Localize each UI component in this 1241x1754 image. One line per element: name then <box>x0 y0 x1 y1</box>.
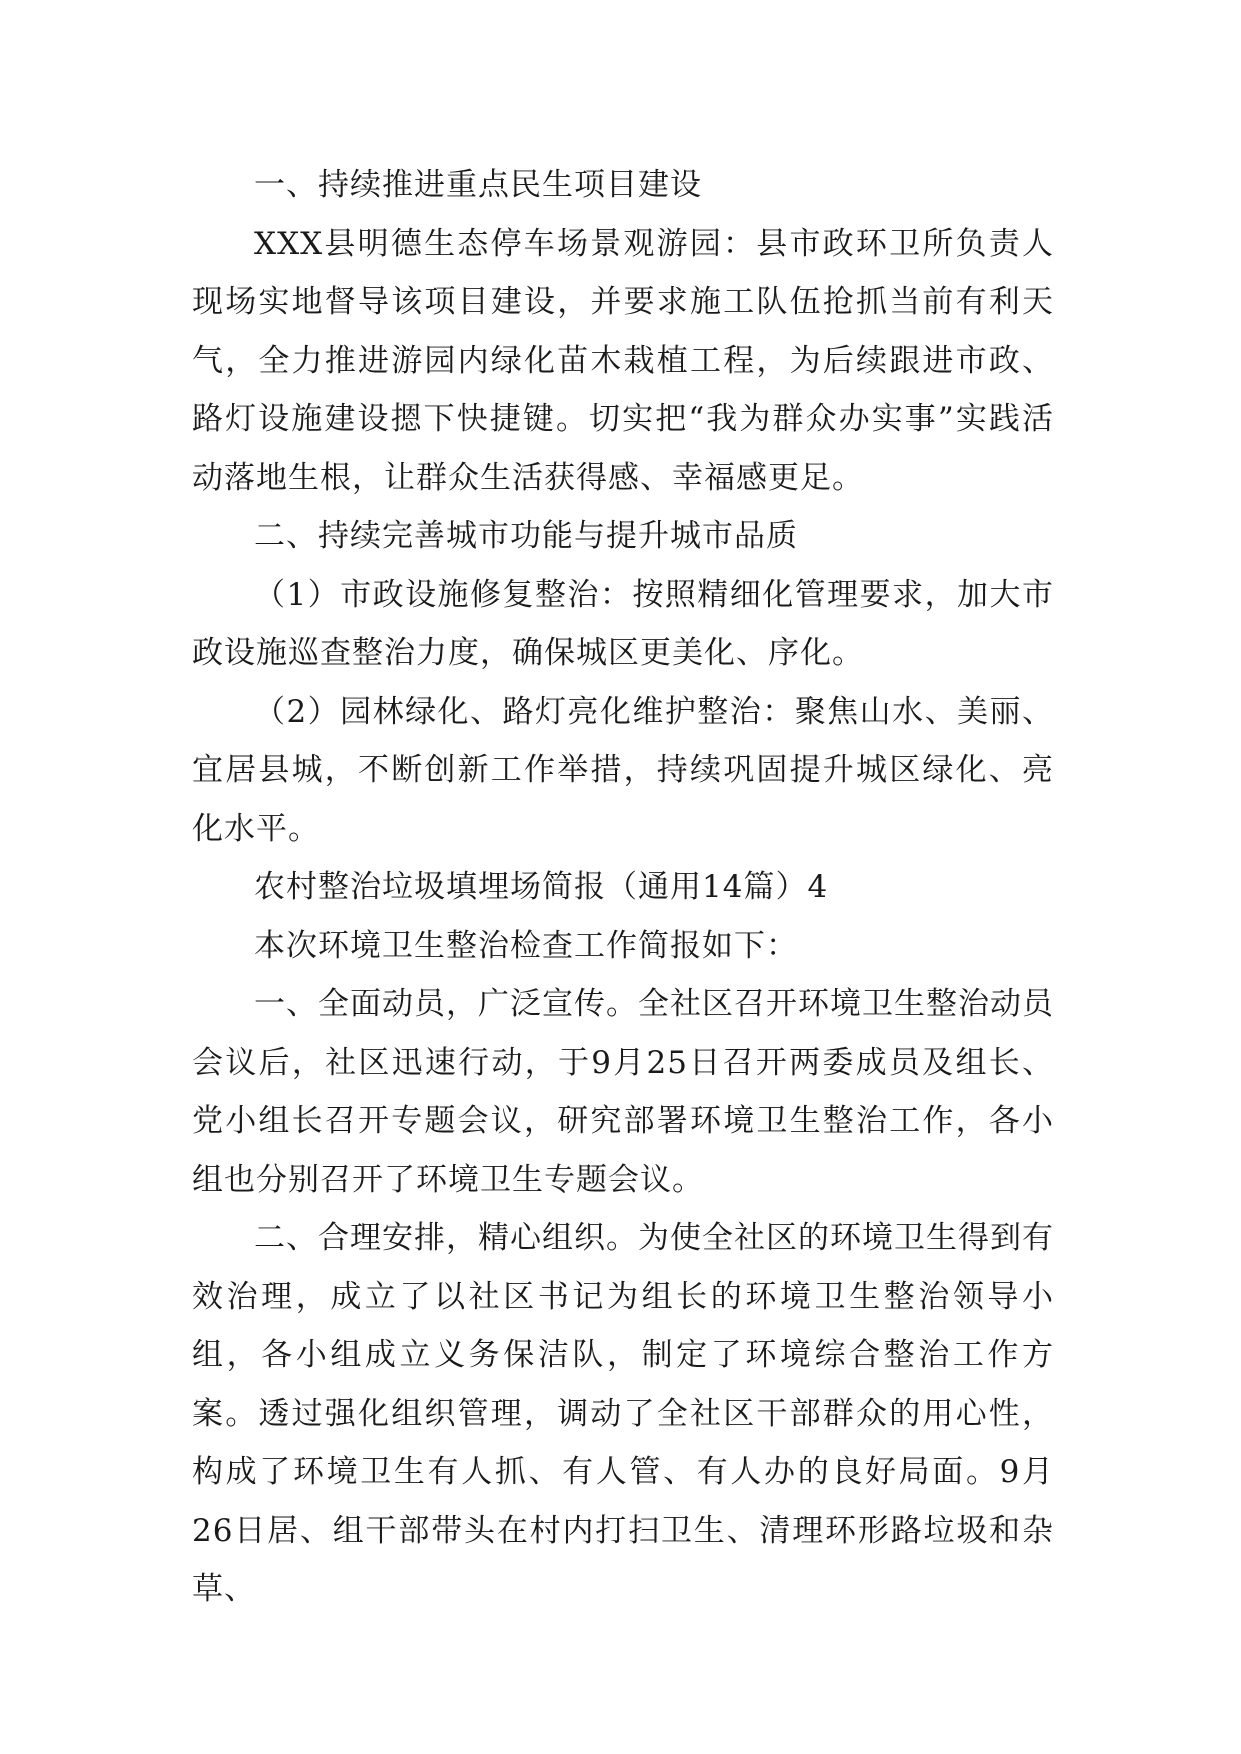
paragraph-organization: 二、合理安排，精心组织。为使全社区的环境卫生得到有效治理，成立了以社区书记为组长的环境卫生整治领导小组，各小组成立义务保洁队，制定了环境综合整治工作方案。透过强化组织管理，调动了全社区干部群众的用心性，构成了环境卫生有人抓、有人管、有人办的良好局面。9月26日居、组干部带头在村内打扫卫生、清理环形路垃圾和杂草、 <box>192 1220 1054 1607</box>
article-title: 农村整治垃圾填埋场简报（通用14篇）4 <box>254 869 829 905</box>
paragraph-intro: 本次环境卫生整治检查工作简报如下： <box>254 927 798 964</box>
heading-section-1: 一、持续推进重点民生项目建设 <box>254 167 702 203</box>
paragraph-item-1: （1）市政设施修复整治：按照精细化管理要求，加大市政设施巡查整治力度，确保城区更美化、序化。 <box>192 576 1054 671</box>
paragraph-item-2: （2）园林绿化、路灯亮化维护整治：聚焦山水、美丽、宜居县城，不断创新工作举措，持续巩固提升城区绿化、亮化水平。 <box>192 693 1054 847</box>
heading-section-2: 二、持续完善城市功能与提升城市品质 <box>254 518 798 554</box>
document-body <box>192 156 1054 1619</box>
paragraph-parking-park: XXX县明德生态停车场景观游园：县市政环卫所负责人现场实地督导该项目建设，并要求施工队伍抢抓当前有利天气，全力推进游园内绿化苗木栽植工程，为后续跟进市政、路灯设施建设摁下快捷键。切实把“我为群众办实事”实践活动落地生根，让群众生活获得感、幸福感更足。 <box>192 225 1054 496</box>
paragraph-mobilization: 一、全面动员，广泛宣传。全社区召开环境卫生整治动员会议后，社区迅速行动，于9月25日召开两委成员及组长、党小组长召开专题会议，研究部署环境卫生整治工作，各小组也分别召开了环境卫生专题会议。 <box>192 986 1054 1198</box>
